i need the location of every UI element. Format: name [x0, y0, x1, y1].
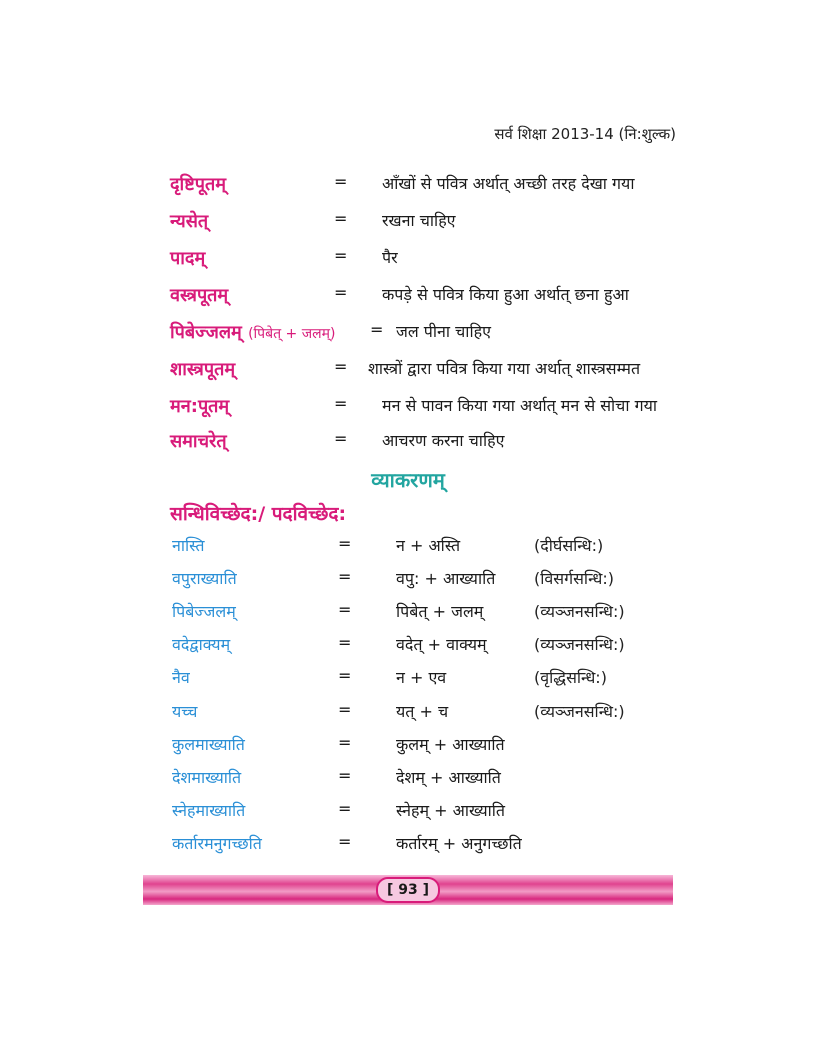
equals-sign: = [334, 172, 348, 191]
equals-sign: = [338, 600, 352, 619]
sandhi-word: कुलमाख्याति [172, 735, 245, 754]
glossary-word: वस्त्रपूतम् [170, 285, 229, 306]
sandhi-split: देशम् + आख्याति [396, 768, 501, 787]
glossary-word: दृष्टिपूतम् [170, 174, 226, 195]
glossary-meaning: मन से पावन किया गया अर्थात् मन से सोचा गया [382, 396, 658, 415]
section-title: व्याकरणम् [371, 468, 445, 492]
sandhi-word: पिबेज्जलम् [172, 602, 236, 621]
sandhi-word: नास्ति [172, 536, 205, 555]
glossary-meaning: आचरण करना चाहिए [382, 431, 505, 450]
sandhi-word: यच्च [172, 702, 198, 721]
sandhi-split: न + अस्ति [396, 536, 461, 555]
sandhi-split: कर्तारम् + अनुगच्छति [396, 834, 522, 853]
glossary-word-split: (पिबेत् + जलम्) [248, 326, 336, 342]
glossary-word: पादम् [170, 248, 206, 269]
section-subtitle: सन्धिविच्छेद:/ पदविच्छेद: [170, 503, 347, 525]
equals-sign: = [334, 357, 348, 376]
equals-sign: = [338, 534, 352, 553]
sandhi-split: वदेत् + वाक्यम् [396, 635, 487, 654]
glossary-meaning: जल पीना चाहिए [396, 322, 491, 341]
sandhi-split: कुलम् + आख्याति [396, 735, 505, 754]
glossary-word: समाचरेत् [170, 431, 227, 452]
sandhi-split: यत् + च [396, 702, 449, 721]
sandhi-split: पिबेत् + जलम् [396, 602, 484, 621]
glossary-meaning: आँखों से पवित्र अर्थात् अच्छी तरह देखा गया [382, 174, 635, 193]
sandhi-type: (व्यञ्जनसन्धि:) [534, 702, 625, 721]
glossary-meaning: शास्त्रों द्वारा पवित्र किया गया अर्थात् शास्त्रसम्मत [368, 359, 641, 378]
glossary-word [170, 320, 335, 344]
sandhi-word: वदेद्वाक्यम् [172, 635, 231, 654]
page-header: सर्व शिक्षा 2013-14 (नि:शुल्क) [494, 125, 676, 143]
sandhi-type: (व्यञ्जनसन्धि:) [534, 602, 625, 621]
sandhi-type: (विसर्गसन्धि:) [534, 569, 614, 588]
equals-sign: = [338, 832, 352, 851]
glossary-word: मन:पूतम् [170, 396, 230, 417]
glossary-meaning: कपड़े से पवित्र किया हुआ अर्थात् छना हुआ [382, 285, 629, 304]
page-number: [ 93 ] [376, 877, 440, 903]
glossary-meaning: रखना चाहिए [382, 211, 456, 230]
sandhi-split: वपु: + आख्याति [396, 569, 496, 588]
equals-sign: = [370, 320, 384, 339]
glossary-word-text: पिबेज्जलम् [170, 322, 242, 343]
sandhi-word: वपुराख्याति [172, 569, 237, 588]
equals-sign: = [338, 799, 352, 818]
equals-sign: = [338, 633, 352, 652]
equals-sign: = [338, 766, 352, 785]
sandhi-word: देशमाख्याति [172, 768, 242, 787]
equals-sign: = [334, 246, 348, 265]
sandhi-word: नैव [172, 668, 190, 687]
equals-sign: = [338, 733, 352, 752]
glossary-meaning: पैर [382, 248, 398, 267]
sandhi-type: (वृद्धिसन्धि:) [534, 668, 607, 687]
equals-sign: = [334, 394, 348, 413]
sandhi-split: न + एव [396, 668, 447, 687]
glossary-word: न्यसेत् [170, 211, 209, 232]
sandhi-word: स्नेहमाख्याति [172, 801, 246, 820]
equals-sign: = [334, 429, 348, 448]
equals-sign: = [334, 209, 348, 228]
equals-sign: = [334, 283, 348, 302]
equals-sign: = [338, 700, 352, 719]
sandhi-type: (दीर्घसन्धि:) [534, 536, 604, 555]
sandhi-split: स्नेहम् + आख्याति [396, 801, 506, 820]
sandhi-word: कर्तारमनुगच्छति [172, 834, 262, 853]
equals-sign: = [338, 666, 352, 685]
sandhi-type: (व्यञ्जनसन्धि:) [534, 635, 625, 654]
glossary-word: शास्त्रपूतम् [170, 359, 236, 380]
equals-sign: = [338, 567, 352, 586]
